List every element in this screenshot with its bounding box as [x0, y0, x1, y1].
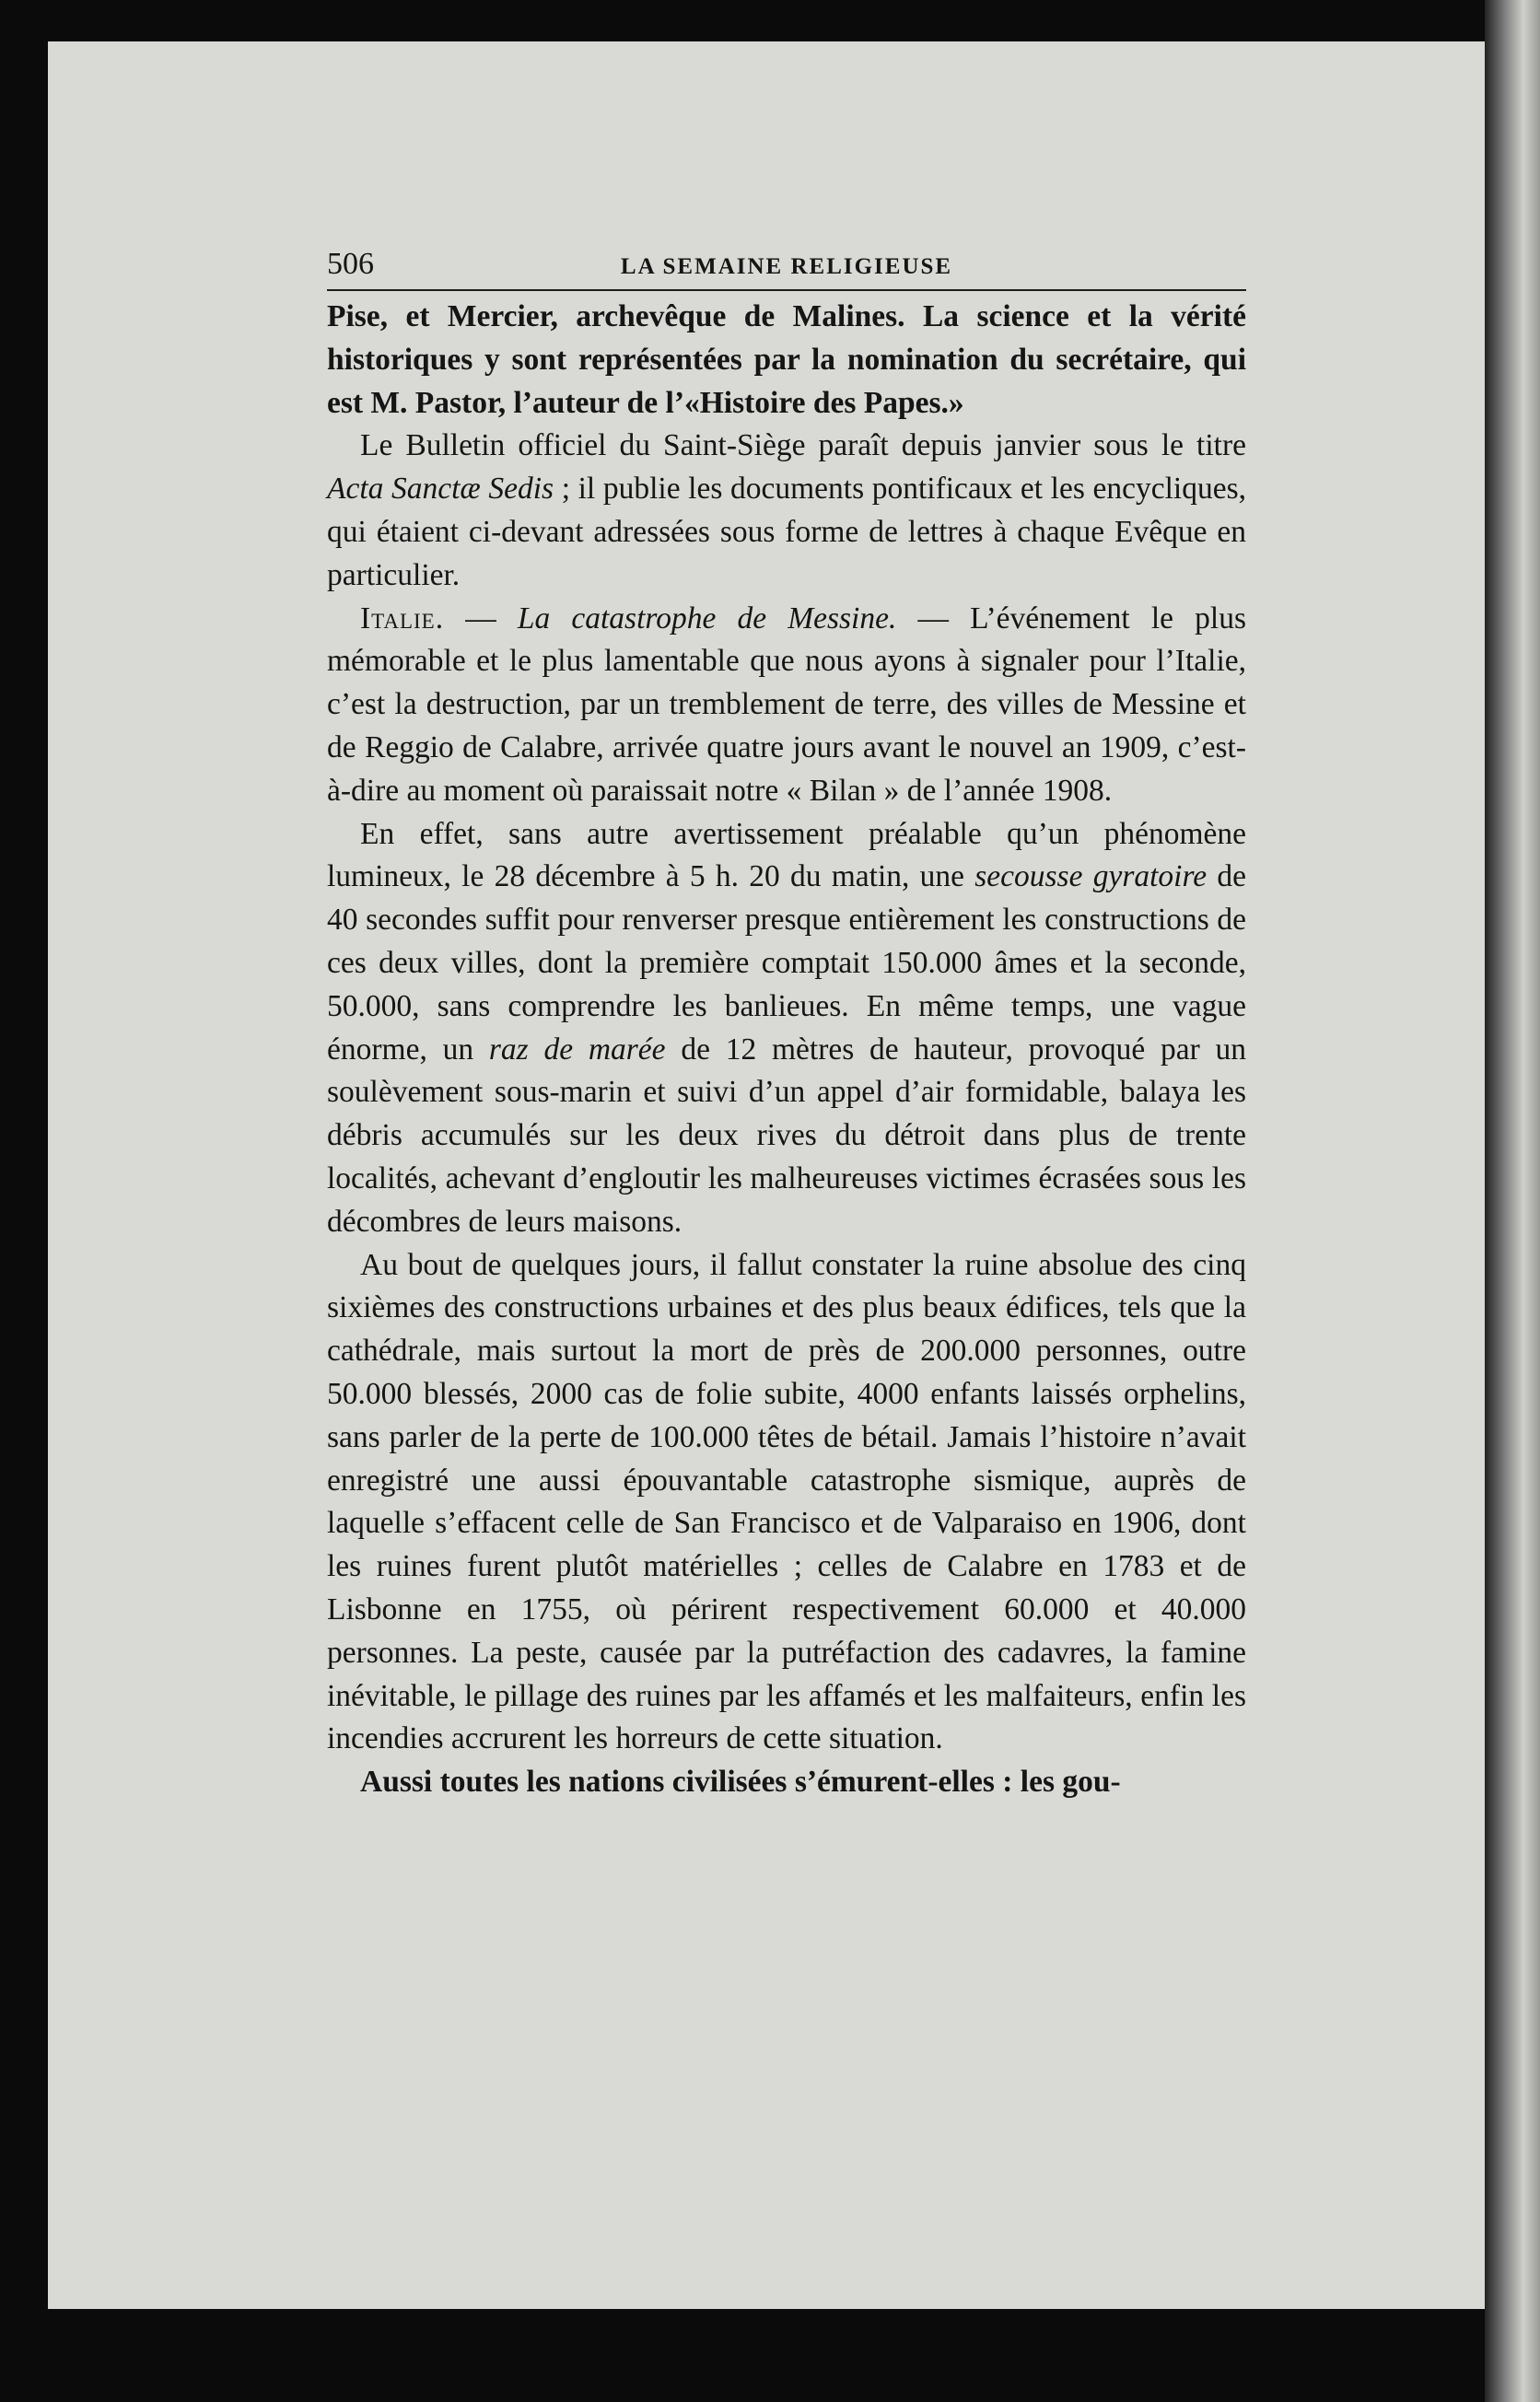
next-page-edge — [1485, 0, 1540, 2402]
paragraph-4-text: En effet, sans autre avertissement préalable qu’un phénomène lumineux, le 28 décembre à 5 h. 20 du matin, une — [327, 816, 1246, 894]
page-number: 506 — [327, 247, 374, 281]
paragraph-6-text: Aussi toutes les nations civilisées s’émurent-elles : les gou- — [360, 1765, 1121, 1800]
running-head — [327, 241, 1246, 291]
paragraph-3-text: — L’événement le plus mémorable et le plus lamentable que nous ayons à signaler pour l’Italie, c’est la destruction, par un tremblement de terre, des villes de Messine et de Reggio de Calabre, arrivée quatre jours avant le nouvel an 1909, c’est-à-dire au moment où paraissait notre « Bilan » de l’année 1908. — [327, 600, 1247, 808]
paragraph-2 — [327, 425, 1246, 597]
italic-term-secousse: secousse gyratoire — [974, 859, 1208, 894]
paragraph-1-text: Pise, et Mercier, archevêque de Malines. La science et la vérité historiques y sont représentées par la nomination du secrétaire, qui est M. Pastor, l’auteur de l’«Histoire des Papes.» — [327, 299, 1246, 420]
paragraph-4-text-end: de 12 mètres de hauteur, provoqué par un soulèvement sous-marin et suivi d’un appel d’air formidable, balaya les débris accumulés sur les deux rives du détroit dans plus de trente localités, achevant d’engloutir les malheureuses victimes écrasées sous les décombres de leurs maisons. — [327, 1032, 1246, 1239]
paragraph-2-text-cont: ; il publie les documents pontificaux et les encycliques, qui étaient ci-devant adressées sous forme de lettres à chaque Evêque en particulier. — [327, 472, 1247, 592]
journal-name-italic: Acta Sanctæ Sedis — [327, 472, 554, 507]
page-text-block — [327, 241, 1246, 1804]
section-dash: — — [444, 600, 518, 635]
paragraph-5 — [327, 1244, 1246, 1762]
paragraph-5-text: Au bout de quelques jours, il fallut constater la ruine absolue des cinq sixièmes des constructions urbaines et des plus beaux édifices, tels que la cathédrale, mais surtout la mort de près de 200.000 personnes, outre 50.000 blessés, 2000 cas de folie subite, 4000 enfants laissés orphelins, sans parler de la perte de 100.000 têtes de bétail. Jamais l’histoire n’avait enregistré une aussi épouvantable catastrophe sismique, auprès de laquelle s’effacent celle de San Francisco et de Valparaiso en 1906, dont les ruines furent plutôt matérielles ; celles de Calabre en 1783 et de Lisbonne en 1755, où périrent respectivement 60.000 et 40.000 personnes. La peste, causée par la putréfaction des cadavres, la famine inévitable, le pillage des ruines par les affamés et les malfaiteurs, enfin les incendies accrurent les horreurs de cette situation. — [327, 1247, 1246, 1756]
article-body — [327, 296, 1246, 1804]
journal-title: LA SEMAINE RELIGIEUSE — [620, 254, 953, 279]
paragraph-4 — [327, 813, 1246, 1244]
paragraph-2-text: Le Bulletin officiel du Saint-Siège paraît depuis janvier sous le titre — [360, 428, 1246, 463]
paragraph-4-text-mid: de 40 secondes suffit pour renverser presque entièrement les constructions de ces deux villes, dont la première comptait 150.000 âmes et la seconde, 50.000, sans comprendre les banlieues. En même temps, une vague énorme, un — [327, 859, 1247, 1067]
paragraph-6 — [327, 1761, 1246, 1804]
paragraph-1 — [327, 296, 1246, 425]
paragraph-3 — [327, 598, 1246, 813]
section-heading-italie: Italie. — [360, 600, 445, 635]
section-subtitle: La catastrophe de Messine. — [517, 600, 897, 635]
italic-term-raz-de-maree: raz de marée — [488, 1032, 666, 1067]
